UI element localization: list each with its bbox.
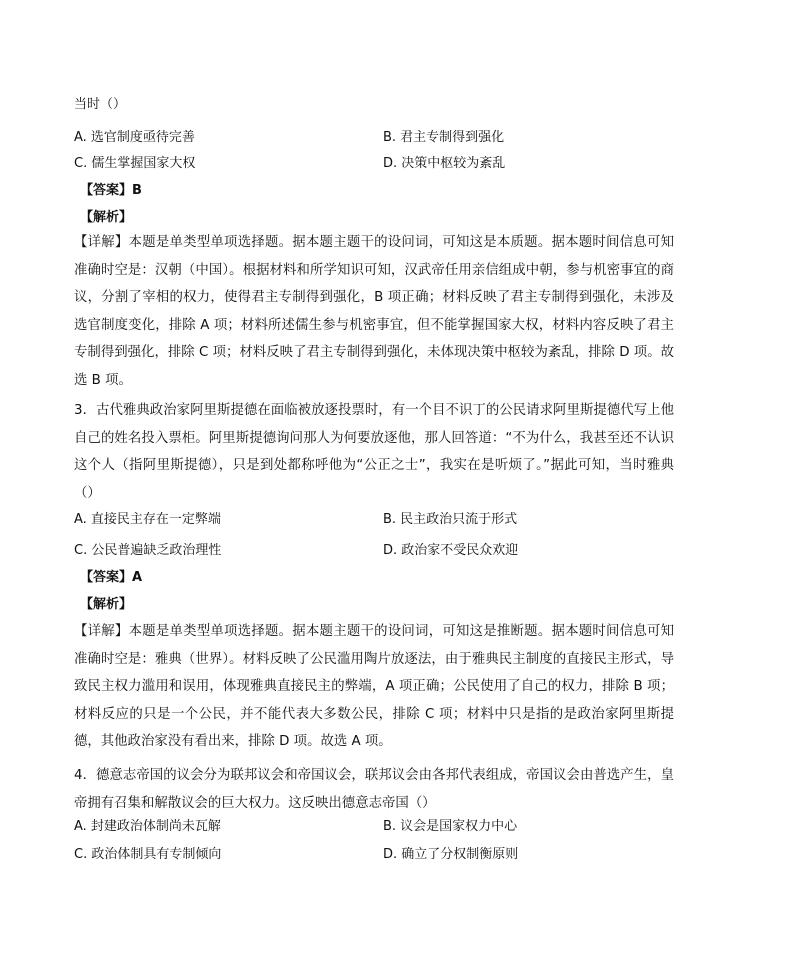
q2-analysis-label: 【解析】 xyxy=(80,210,133,225)
q3-option-c: C. 公民普遍缺乏政治理性 xyxy=(74,543,222,558)
q3-analysis-label: 【解析】 xyxy=(80,597,133,612)
q3-answer: 【答案】A xyxy=(80,570,143,585)
q2-option-d: D. 决策中枢较为紊乱 xyxy=(383,156,506,171)
q4-option-b: B. 议会是国家权力中心 xyxy=(383,819,518,834)
q2-option-a: A. 选官制度亟待完善 xyxy=(74,130,195,145)
q3-option-a: A. 直接民主存在一定弊端 xyxy=(74,512,221,527)
q2-answer: 【答案】B xyxy=(80,183,142,198)
q4-stem: 4．德意志帝国的议会分为联邦议会和帝国议会，联邦议会由各邦代表组成，帝国议会由普选产生，皇帝拥有召集和解散议会的巨大权力。这反映出德意志帝国（） xyxy=(74,768,674,811)
q2-option-c: C. 儒生掌握国家大权 xyxy=(74,156,196,171)
q2-option-b: B. 君主专制得到强化 xyxy=(383,130,505,145)
q3-detail: 【详解】本题是单类型单项选择题。据本题主题干的设问词，可知这是推断题。据本题时间信息可知准确时空是：雅典（世界）。材料反映了公民滥用陶片放逐法，由于雅典民主制度的直接民主形式，导致民主权力滥用和误用，体现雅典直接民主的弊端，A 项正确；公民使用了自己的权力，排除 B 项；材料反应的只是一个公民，并不能代表大多数公民，排除 C 项；材料中只是指的是政治家阿里斯提德，其他政治家没有看出来，排除 D 项。故选 A 项。 xyxy=(74,624,674,750)
q2-detail: 【详解】本题是单类型单项选择题。据本题主题干的设问词，可知这是本质题。据本题时间信息可知准确时空是：汉朝（中国）。根据材料和所学知识可知，汉武帝任用亲信组成中朝，参与机密事宜的商议，分割了宰相的权力，使得君主专制得到强化，B 项正确；材料反映了君主专制得到强化，未涉及选官制度变化，排除 A 项；材料所述儒生参与机密事宜，但不能掌握国家大权，材料内容反映了君主专制得到强化，排除 C 项；材料反映了君主专制得到强化，未体现决策中枢较为紊乱，排除 D 项。故选 B 项。 xyxy=(74,235,674,388)
q3-stem: 3．古代雅典政治家阿里斯提德在面临被放逐投票时，有一个目不识丁的公民请求阿里斯提德代写上他自己的姓名投入票柜。阿里斯提德询问那人为何要放逐他，那人回答道：“不为什么，我甚至还不认识这个人（指阿里斯提德），只是到处都称呼他为“公正之士”，我实在是听烦了。”据此可知，当时雅典（） xyxy=(74,403,674,501)
q4-option-d: D. 确立了分权制衡原则 xyxy=(383,847,519,862)
q4-option-c: C. 政治体制具有专制倾向 xyxy=(74,847,222,862)
q3-option-d: D. 政治家不受民众欢迎 xyxy=(383,543,519,558)
q2-stem-tail: 当时（） xyxy=(74,97,127,112)
q4-option-a: A. 封建政治体制尚未瓦解 xyxy=(74,819,221,834)
q3-option-b: B. 民主政治只流于形式 xyxy=(383,512,518,527)
